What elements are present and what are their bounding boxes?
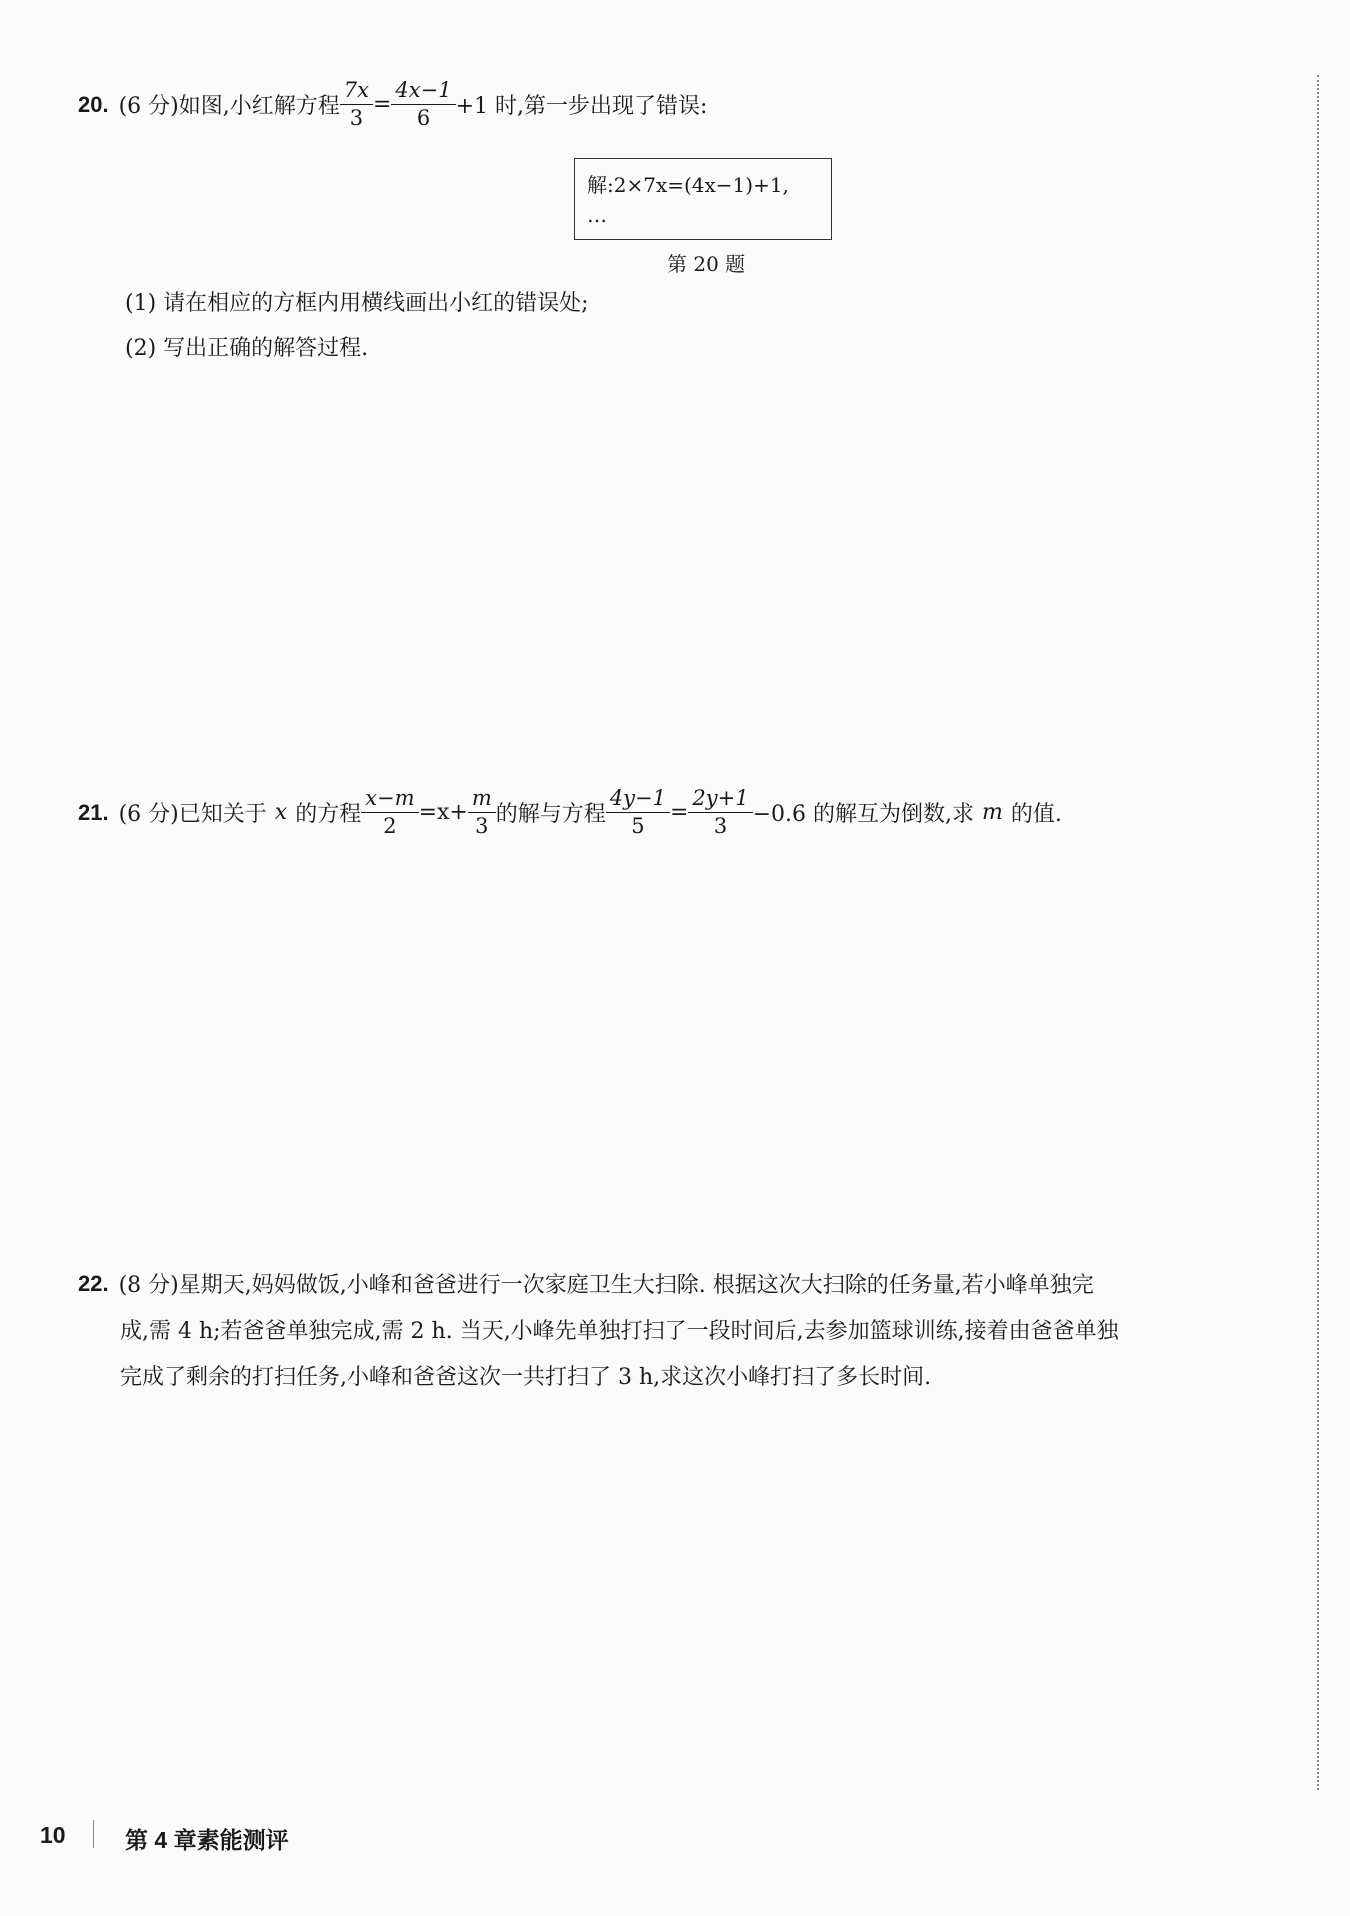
equation-middle: =x+ [418,800,468,825]
question-score: (6 分) [118,802,179,827]
question-score: (6 分) [118,94,179,119]
question-number: 20. [78,91,109,117]
sub-question-2: (2) 写出正确的解答过程. [125,336,369,361]
fraction-7x-over-3 [342,80,371,129]
fraction-numerator: 4y−1 [609,786,666,810]
question-text: 如图,小红解方程 [178,94,340,119]
question-text: 的方程 [295,802,362,827]
fraction-denominator: 5 [606,812,670,837]
equals-sign: = [372,92,392,117]
fraction-x-m-over-2 [363,788,416,837]
variable-m: m [982,800,1003,825]
fraction-m-over-3 [470,788,494,837]
fraction-denominator: 2 [361,812,418,837]
question-text-line-3: 完成了剩余的打扫任务,小峰和爸爸这次一共打扫了 3 h,求这次小峰打扫了多长时间. [120,1365,932,1390]
fraction-numerator: 7x [343,78,369,102]
fraction-numerator: 2y+1 [692,786,749,810]
question-21-stem [78,788,1062,837]
question-text: 已知关于 [178,802,267,827]
variable-x: x [274,800,288,825]
fraction-2y-1-over-3 [690,788,750,837]
student-work-box [574,158,832,240]
equals-sign: = [669,800,689,825]
fraction-numerator: x−m [365,786,415,810]
question-text: +1 时,第一步出现了错误: [455,94,708,119]
fraction-denominator: 6 [391,104,455,129]
binding-margin-rule [1317,75,1319,1790]
page-number: 10 [40,1822,66,1848]
fraction-numerator: 4x−1 [395,78,452,102]
sub-question-1: (1) 请在相应的方框内用横线画出小红的错误处; [125,291,589,316]
fraction-denominator: 3 [468,812,496,837]
student-work-line-1: 解:2×7x=(4x−1)+1, [587,173,789,197]
figure-caption: 第 20 题 [667,252,746,276]
question-text-line-1: 星期天,妈妈做饭,小峰和爸爸进行一次家庭卫生大扫除. 根据这次大扫除的任务量,若小峰单独完 [178,1273,1094,1298]
fraction-numerator: m [471,786,492,810]
student-work-line-2: … [587,203,607,227]
question-number: 22. [78,1270,109,1296]
question-text: 的值. [1010,802,1062,827]
question-text: 的解与方程 [495,802,606,827]
question-text: −0.6 的解互为倒数,求 [752,802,975,827]
question-22-header [78,1268,1094,1299]
question-number: 21. [78,799,109,825]
fraction-4y-1-over-5 [608,788,668,837]
chapter-title: 第 4 章素能测评 [125,1827,289,1853]
question-text-line-2: 成,需 4 h;若爸爸单独完成,需 2 h. 当天,小峰先单独打扫了一段时间后,去参加篮球训练,接着由爸爸单独 [120,1319,1119,1344]
question-score: (8 分) [118,1273,179,1298]
fraction-denominator: 3 [688,812,752,837]
question-20-stem [78,80,707,129]
fraction-4x-1-over-6 [393,80,453,129]
fraction-denominator: 3 [340,104,373,129]
footer-separator [93,1820,94,1848]
